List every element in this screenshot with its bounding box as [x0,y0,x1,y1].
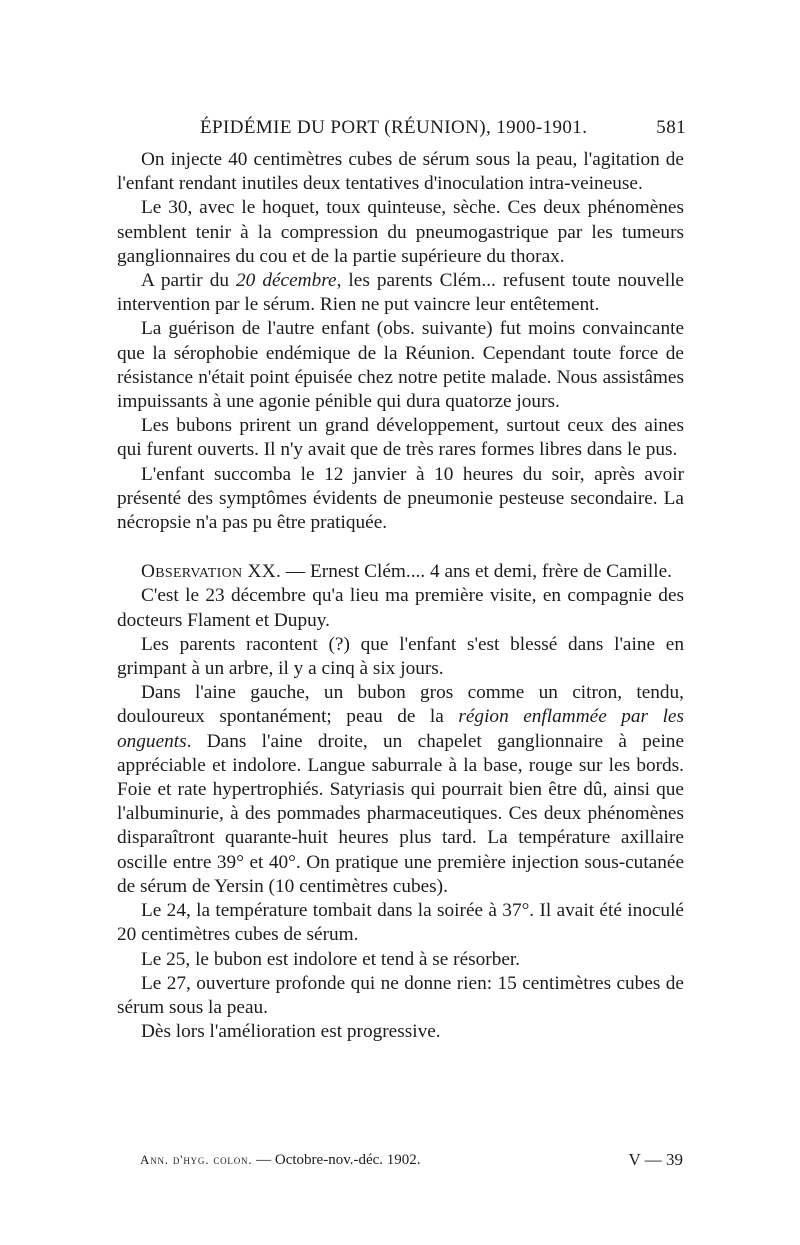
signature-mark: V — 39 [628,1150,683,1169]
observation-label: Observation XX. [141,561,282,583]
paragraph: A partir du 20 décembre, les parents Clém... refusent toute nouvelle intervention par le sérum. Rien ne put vaincre leur entêtement. [117,270,684,316]
paragraph: On injecte 40 centimètres cubes de sérum sous la peau, l'agitation de l'enfant rendant inutiles deux tentatives d'inoculation intra-veineuse. [117,149,684,195]
paragraph: Dès lors l'amélioration est progressive. [141,1021,441,1043]
paragraph: C'est le 23 décembre qu'a lieu ma première visite, en compagnie des docteurs Flament et Dupuy. [117,585,684,631]
page-header [118,113,686,143]
running-title: ÉPIDÉMIE DU PORT (RÉUNION), 1900-1901. [200,117,588,138]
page-footer [140,1150,683,1174]
paragraph: Dans l'aine gauche, un bubon gros comme un citron, tendu, douloureux spontanément; peau de la région enflammée par les onguents. Dans l'aine droite, un chapelet ganglionnaire à peine appréciable et indolore. Langue saburrale à la base, rouge sur les bords. Foie et rate hypertrophiés. Satyriasis qui pourrait bien être dû, ainsi que l'albuminurie, à des pommades pharmaceutiques. Ces deux phénomènes disparaîtront quarante-huit heures plus tard. La température axillaire oscille entre 39° et 40°. On pratique une première injection sous-cutanée de sérum de Yersin (10 centimètres cubes). [117,682,684,897]
italic-phrase: région enflammée par les onguents [117,706,684,752]
paragraph: Les parents racontent (?) que l'enfant s'est blessé dans l'aine en grimpant à un arbre, il y a cinq à six jours. [117,633,684,680]
paragraph: L'enfant succomba le 12 janvier à 10 heures du soir, après avoir présenté des symptômes évidents de pneumonie pesteuse secondaire. La nécropsie n'a pas pu être pratiquée. [117,463,684,534]
observation-heading [117,560,684,584]
journal-reference [140,1152,421,1169]
date-emphasis: 20 décembre [236,270,337,292]
journal-name: Ann. d'hyg. colon. [140,1152,253,1167]
paragraph: Les bubons prirent un grand développement, surtout ceux des aines qui furent ouverts. Il n'y avait que de très rares formes libres dans le pus. [117,415,684,461]
journal-issue: — Octobre-nov.-déc. 1902. [252,1152,421,1168]
paragraph: La guérison de l'autre enfant (obs. suivante) fut moins convaincante que la sérophobie endémique de la Réunion. Cependant toute force de résistance n'était point épuisée chez notre petite malade. Nous assistâmes impuissants à une agonie pénible qui dura quatorze jours. [117,318,684,413]
paragraph: Le 30, avec le hoquet, toux quinteuse, sèche. Ces deux phénomènes semblent tenir à la compression du pneumogastrique par les tumeurs ganglionnaires du cou et de la partie supérieure du thorax. [117,197,684,267]
page-number: 581 [656,117,686,138]
paragraph: Le 27, ouverture profonde qui ne donne rien: 15 centimètres cubes de sérum sous la peau. [117,972,684,1018]
paragraph: Le 24, la température tombait dans la soirée à 37°. Il avait été inoculé 20 centimètres cubes de sérum. [117,900,684,946]
observation-title: — Ernest Clém.... 4 ans et demi, frère de Camille. [281,561,672,583]
paragraph: Le 25, le bubon est indolore et tend à se résorber. [141,948,521,970]
body-text [117,148,684,1044]
